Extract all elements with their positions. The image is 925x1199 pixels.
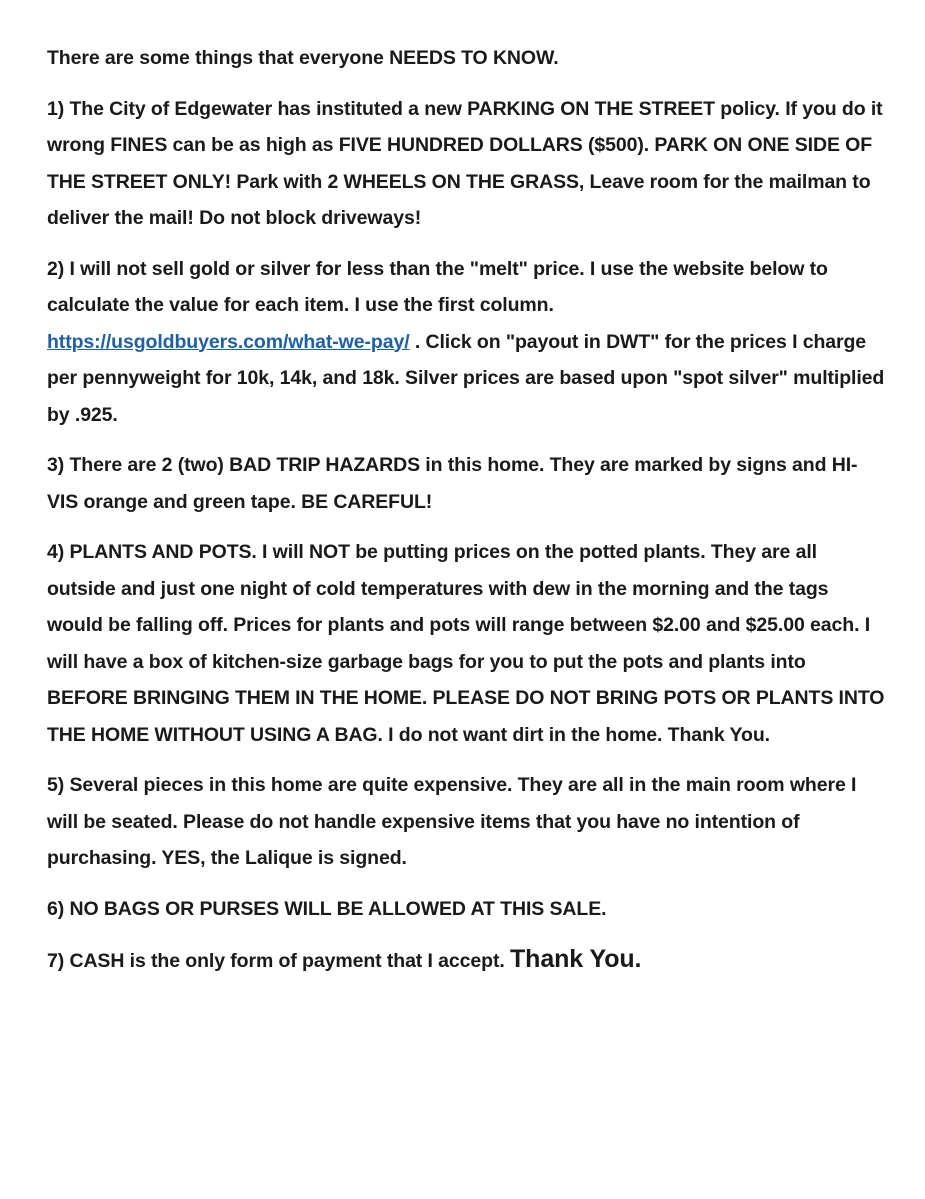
notice-item-1: 1) The City of Edgewater has instituted a new PARKING ON THE STREET policy. If you do it wrong FINES can be as high as FIVE HUNDRED DOLLARS ($500). PARK ON ONE SIDE OF THE STREET ONLY! Park with 2 WHEELS ON THE GRASS, Leave room for the mailman to deliver the mail! Do not block driveways! [47, 97, 883, 229]
item-2-text-before-link: 2) I will not sell gold or silver for less than the "melt" price. I use the website below to calculate the value for each item. I use the first column. [47, 257, 828, 316]
item-2-text-after-link: . Click on "payout in DWT" for the prices I charge per pennyweight for 10k, 14k, and 18k. Silver prices are based upon "spot silver" multiplied by .925. [47, 330, 885, 426]
item-7-text: 7) CASH is the only form of payment that I accept. [47, 950, 510, 972]
notice-item-5: 5) Several pieces in this home are quite expensive. They are all in the main room where I will be seated. Please do not handle expensive items that you have no intention of purchasing. YES, the Lalique is signed. [47, 774, 857, 869]
notice-item-3: 3) There are 2 (two) BAD TRIP HAZARDS in this home. They are marked by signs and HI-VIS orange and green tape. BE CAREFUL! [47, 454, 858, 513]
gold-price-link[interactable]: https://usgoldbuyers.com/what-we-pay/ [47, 330, 410, 353]
notice-item-4: 4) PLANTS AND POTS. I will NOT be putting prices on the potted plants. They are all outside and just one night of cold temperatures with dew in the morning and the tags would be falling off. Prices for plants and pots will range between $2.00 and $25.00 each. I will have a box of kitchen-size garbage bags for you to put the pots and plants into BEFORE BRINGING THEM IN THE HOME. PLEASE DO NOT BRING POTS OR PLANTS INTO THE HOME WITHOUT USING A BAG. I do not want dirt in the home. Thank You. [47, 541, 885, 746]
notice-item-7 [47, 941, 887, 980]
thank-you-closing: Thank You. [509, 945, 642, 973]
notice-item-6: 6) NO BAGS OR PURSES WILL BE ALLOWED AT THIS SALE. [47, 897, 607, 920]
notice-item-2 [47, 251, 887, 434]
notice-body [47, 40, 887, 994]
notice-intro: There are some things that everyone NEEDS TO KNOW. [47, 47, 559, 69]
